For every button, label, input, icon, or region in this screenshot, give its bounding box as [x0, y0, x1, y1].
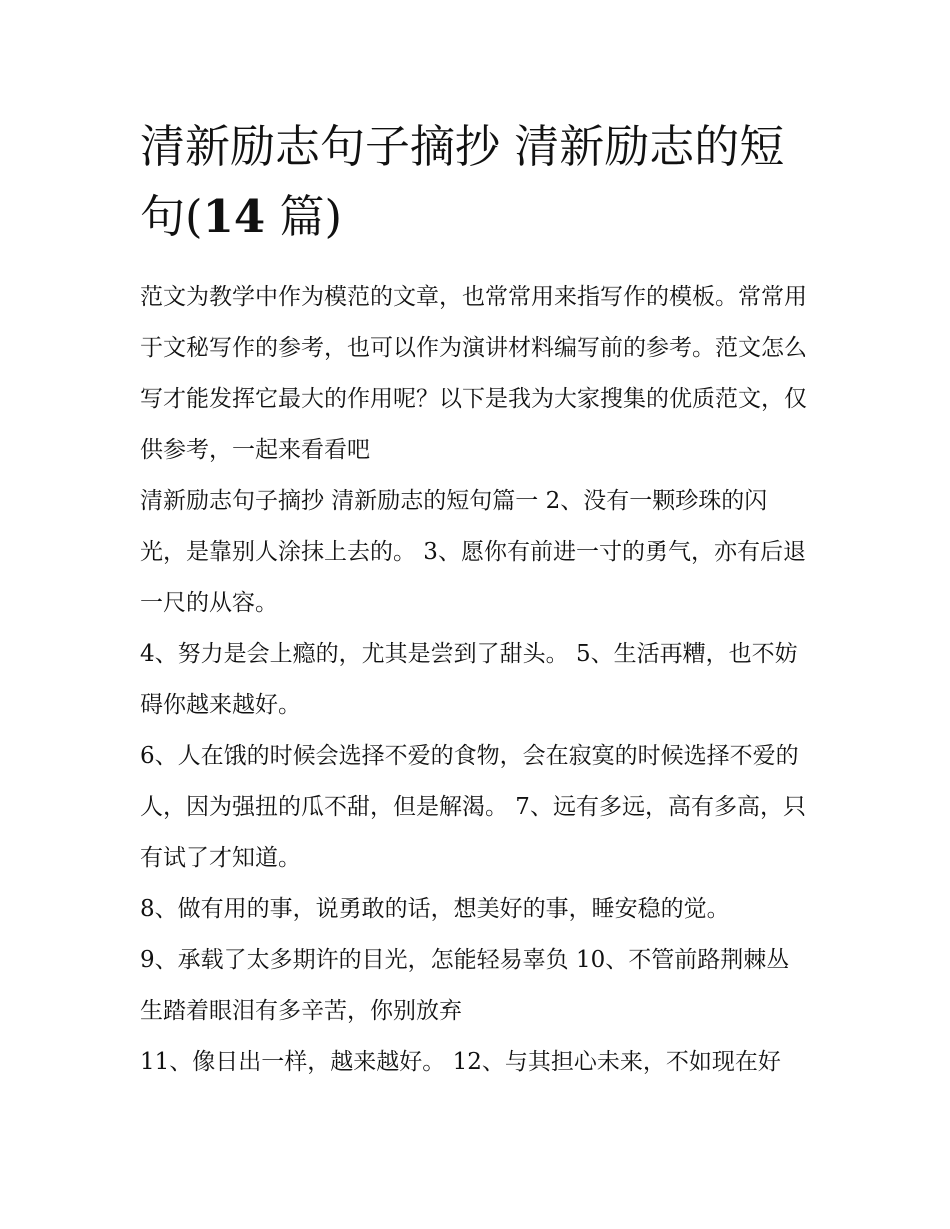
quote-paragraph: 清新励志句子摘抄 清新励志的短句篇一 2、没有一颗珍珠的闪光，是靠别人涂抹上去的。 3、愿你有前进一寸的勇气，亦有后退一尺的从容。	[140, 488, 806, 616]
document-body	[140, 112, 812, 1088]
title-count: 14	[202, 190, 266, 243]
title-text-end: 篇)	[265, 190, 343, 243]
document-title	[140, 112, 812, 252]
intro-paragraph: 范文为教学中作为模范的文章，也常常用来指写作的模板。常常用于文秘写作的参考，也可以作为演讲材料编写前的参考。范文怎么写才能发挥它最大的作用呢？以下是我为大家搜集的优质范文，仅供参考，一起来看看吧	[140, 284, 807, 463]
quote-paragraph: 11、像日出一样，越来越好。 12、与其担心未来，不如现在好	[140, 1049, 781, 1075]
quote-paragraph: 4、努力是会上瘾的，尤其是尝到了甜头。 5、生活再糟，也不妨碍你越来越好。	[140, 641, 798, 718]
quote-paragraph: 8、做有用的事，说勇敢的话，想美好的事，睡安稳的觉。	[140, 896, 730, 922]
quote-paragraph: 6、人在饿的时候会选择不爱的食物，会在寂寞的时候选择不爱的人，因为强扭的瓜不甜，但是解渴。 7、远有多远，高有多高，只有试了才知道。	[140, 743, 806, 871]
title-text-start: 清新励志句子摘抄 清新励志的短句(	[140, 120, 785, 243]
quote-paragraph: 9、承载了太多期许的目光，怎能轻易辜负 10、不管前路荆棘丛生踏着眼泪有多辛苦，你别放弃	[140, 947, 790, 1024]
